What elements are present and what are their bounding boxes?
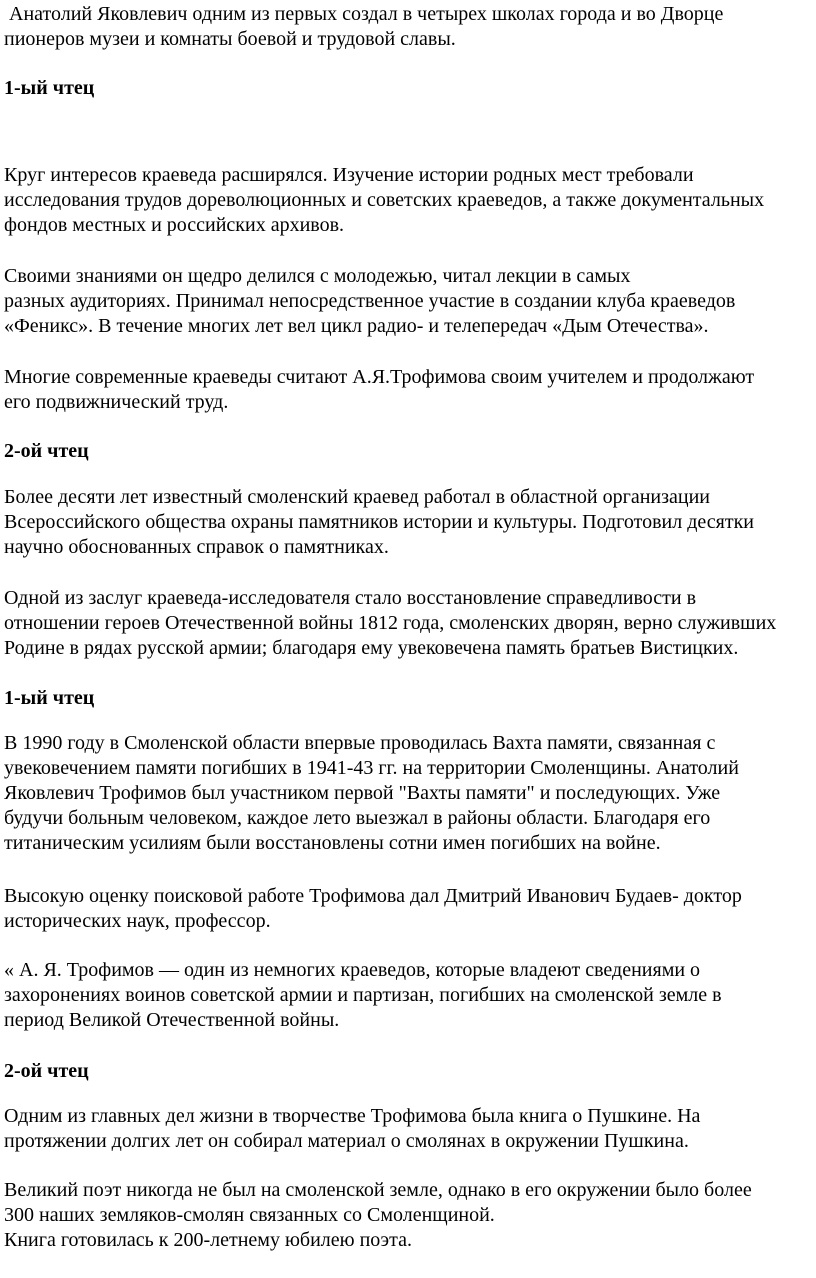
text-line: его подвижнический труд. [4,391,229,413]
text-line: В 1990 году в Смоленской области впервые проводилась Вахта памяти, связанная с [4,732,716,754]
paragraph [4,1178,752,1253]
text-line: разных аудиториях. Принимал непосредственное участие в создании клуба краеведов [4,290,736,312]
text-line: Анатолий Яковлевич одним из первых создал в четырех школах города и во Дворце [4,3,724,25]
paragraph [4,884,742,934]
text-line: титаническим усилиям были восстановлены сотни имен погибших на войне. [4,832,661,854]
text-line: Книга готовилась к 200-летнему юбилею поэта. [4,1229,412,1251]
text-line: Яковлевич Трофимов был участником первой "Вахты памяти" и последующих. Уже [4,782,721,804]
paragraph [4,264,735,339]
text-line: захоронениях воинов советской армии и партизан, погибших на смоленской земле в [4,984,722,1006]
paragraph [4,958,722,1033]
text-line: 300 наших земляков-смолян связанных со Смоленщиной. [4,1204,495,1226]
text-line: Более десяти лет известный смоленский краевед работал в областной организации [4,486,710,508]
section-heading: 1-ый чтец [4,77,95,99]
paragraph [4,2,723,52]
paragraph [4,1104,700,1154]
text-line: « А. Я. Трофимов — один из немногих краеведов, которые владеют сведениями о [4,959,701,981]
text-line: период Великой Отечественной войны. [4,1009,340,1031]
text-line: Многие современные краеведы считают А.Я.Трофимова своим учителем и продолжают [4,366,755,388]
text-line: увековечением памяти погибших в 1941-43 гг. на территории Смоленщины. Анатолий [4,757,739,779]
text-line: Своими знаниями он щедро делился с молодежью, читал лекции в самых [4,265,631,287]
text-line: научно обоснованных справок о памятниках. [4,536,389,558]
text-line: исследования трудов дореволюционных и советских краеведов, а также документальных [4,189,765,211]
section-heading: 2-ой чтец [4,1060,89,1082]
paragraph [4,586,776,661]
paragraph [4,365,754,415]
section-heading: 2-ой чтец [4,440,89,462]
text-line: будучи больным человеком, каждое лето выезжал в районы области. Благодаря его [4,807,711,829]
text-line: «Феникс». В течение многих лет вел цикл радио- и телепередач «Дым Отечества». [4,315,709,337]
text-line: Великий поэт никогда не был на смоленской земле, однако в его окружении было более [4,1179,752,1201]
text-line: Всероссийского общества охраны памятников истории и культуры. Подготовил десятки [4,511,754,533]
text-line: Одной из заслуг краеведа-исследователя стало восстановление справедливости в [4,587,697,609]
text-line: фондов местных и российских архивов. [4,214,345,236]
text-line: пионеров музеи и комнаты боевой и трудовой славы. [4,28,456,50]
text-line: Одним из главных дел жизни в творчестве Трофимова была книга о Пушкине. На [4,1105,701,1127]
paragraph [4,485,754,560]
paragraph [4,163,764,238]
text-line: отношении героев Отечественной войны 1812 года, смоленских дворян, верно служивших [4,612,777,634]
text-line: Высокую оценку поисковой работе Трофимова дал Дмитрий Иванович Будаев- доктор [4,885,742,907]
paragraph [4,731,739,856]
text-line: Круг интересов краеведа расширялся. Изучение истории родных мест требовали [4,164,694,186]
section-heading: 1-ый чтец [4,687,95,709]
text-line: протяжении долгих лет он собирал материал о смолянах в окружении Пушкина. [4,1130,689,1152]
text-line: исторических наук, профессор. [4,910,271,932]
text-line: Родине в рядах русской армии; благодаря ему увековечена память братьев Вистицких. [4,637,739,659]
